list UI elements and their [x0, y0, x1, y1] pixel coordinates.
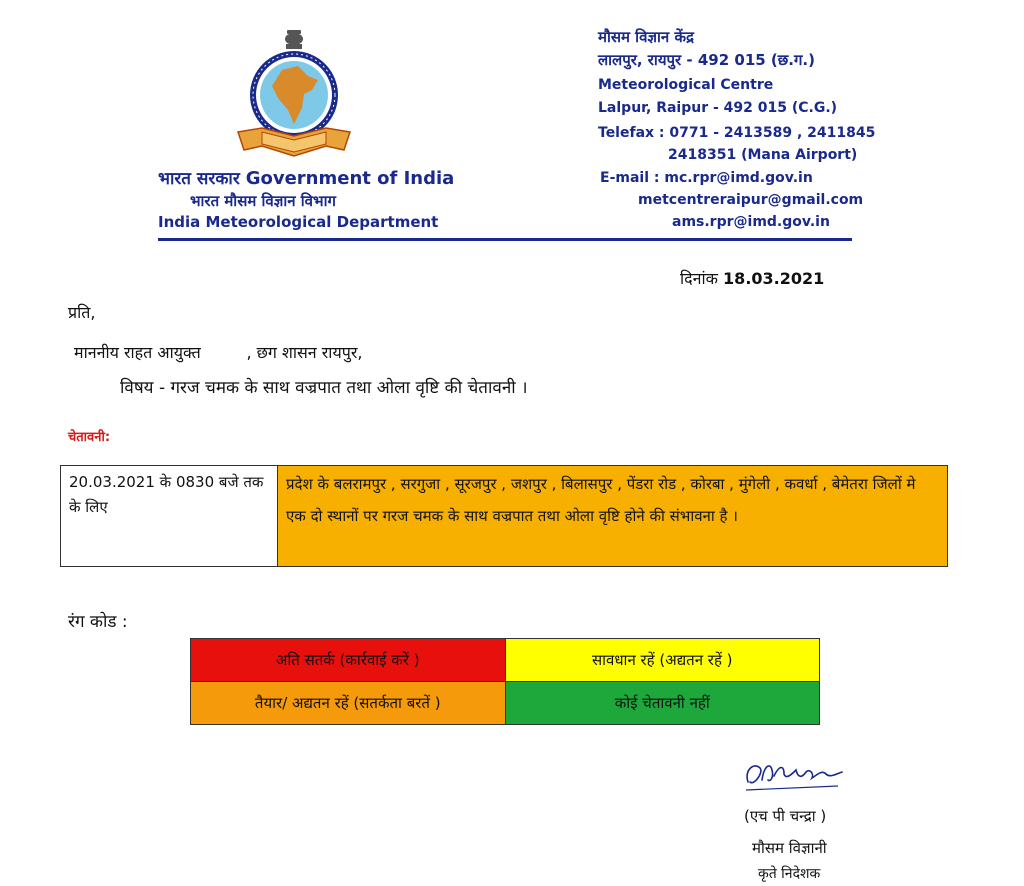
government-hindi: भारत सरकार: [158, 169, 240, 189]
letter-subject: विषय - गरज चमक के साथ वज्रपात तथा ओला वृष्टि की चेतावनी ।: [120, 378, 528, 398]
centre-hindi: मौसम विज्ञान केंद्र: [598, 28, 694, 46]
centre-english: Meteorological Centre: [598, 77, 774, 93]
government-english: Government of India: [245, 168, 455, 189]
color-code-table: [190, 638, 820, 725]
letter-to: प्रति,: [68, 303, 96, 322]
address-hindi: लालपुर, रायपुर - 492 015 (छ.ग.): [598, 51, 815, 69]
email-ams: ams.rpr@imd.gov.in: [672, 214, 830, 230]
letterhead-divider: [158, 238, 852, 241]
email-primary: E-mail : mc.rpr@imd.gov.in: [600, 170, 813, 186]
letter-date: [680, 267, 824, 289]
table-row: [61, 466, 948, 567]
table-row: [191, 682, 820, 725]
color-code-red: अति सतर्क (कार्रवाई करें ): [191, 639, 506, 682]
government-title: [158, 166, 454, 189]
signatory-for: कृते निदेशक: [758, 866, 821, 882]
warning-message: प्रदेश के बलरामपुर , सरगुजा , सूरजपुर , जशपुर , बिलासपुर , पेंडरा रोड , कोरबा , मुंगेली , कवर्धा , बेमेतरा जिलों मे एक दो स्थानों पर गरज चमक के साथ वज्रपात तथा ओला वृष्टि होने की संभावना है ।: [278, 466, 948, 567]
addressee: माननीय राहत आयुक्त , छग शासन रायपुर,: [74, 343, 363, 362]
date-value: 18.03.2021: [723, 269, 825, 288]
color-code-green: कोई चेतावनी नहीं: [505, 682, 820, 725]
imd-emblem-icon: [232, 28, 357, 163]
warning-validity: 20.03.2021 के 0830 बजे तक के लिए: [61, 466, 278, 567]
imd-english-title: India Meteorological Department: [158, 213, 439, 231]
telefax-airport: 2418351 (Mana Airport): [668, 147, 858, 163]
address-english: Lalpur, Raipur - 492 015 (C.G.): [598, 100, 838, 116]
table-row: [191, 639, 820, 682]
color-code-yellow: सावधान रहें (अद्यतन रहें ): [505, 639, 820, 682]
telefax: Telefax : 0771 - 2413589 , 2411845: [598, 125, 876, 141]
email-gmail: metcentreraipur@gmail.com: [638, 192, 864, 208]
handwritten-signature-icon: [740, 752, 852, 796]
warning-table: [60, 465, 948, 567]
color-code-label: रंग कोड :: [68, 612, 128, 632]
signatory-designation: मौसम विज्ञानी: [752, 839, 827, 857]
warning-label: चेतावनी:: [68, 430, 111, 445]
color-code-orange: तैयार/ अद्यतन रहें (सतर्कता बरतें ): [191, 682, 506, 725]
signatory-name: (एच पी चन्द्रा ): [744, 807, 827, 825]
imd-hindi-title: भारत मौसम विज्ञान विभाग: [190, 192, 336, 210]
date-label: दिनांक: [680, 269, 718, 288]
